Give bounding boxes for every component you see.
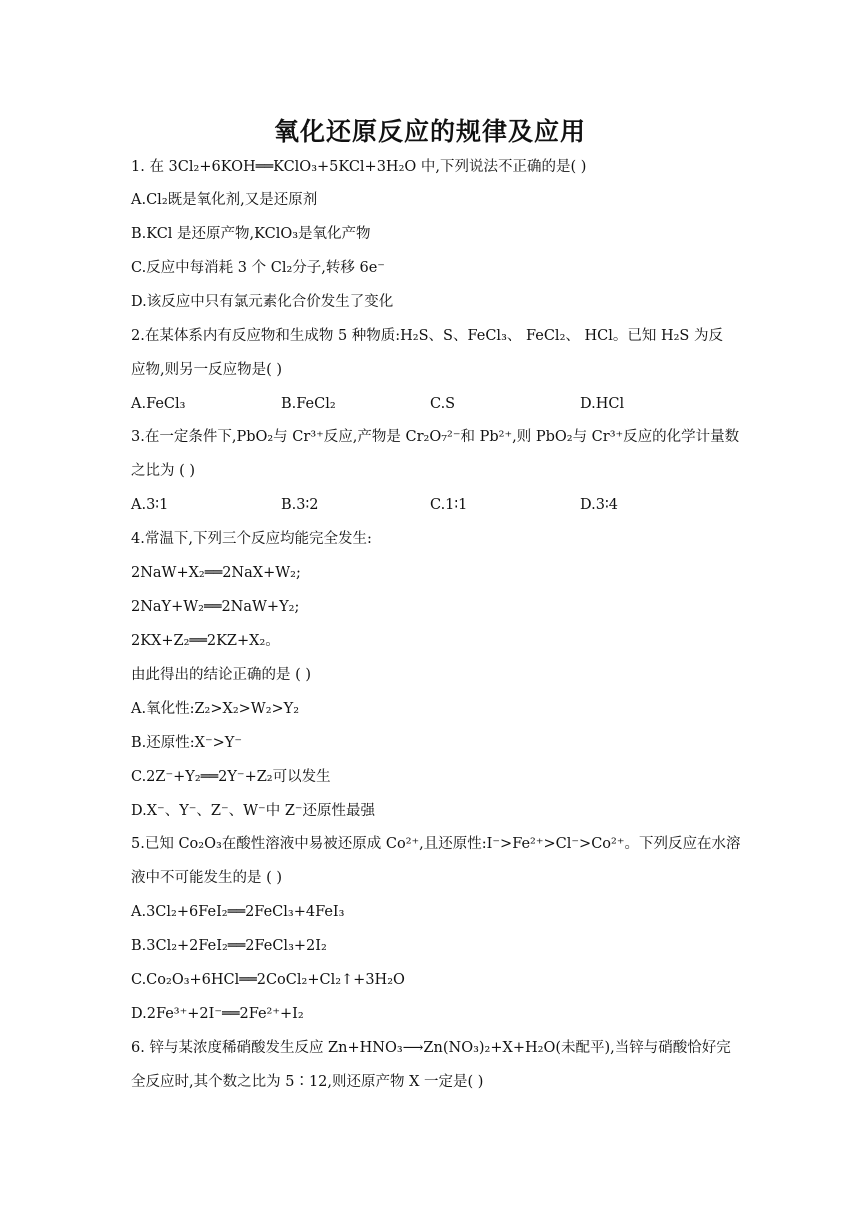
q5-option-a: A.3Cl₂+6FeI₂══2FeCl₃+4FeI₃ [131, 904, 345, 920]
q4-option-d: D.X⁻、Y⁻、Z⁻、W⁻中 Z⁻还原性最强 [131, 803, 376, 819]
q3-stem-line1: 3.在一定条件下,PbO₂与 Cr³⁺反应,产物是 Cr₂O₇²⁻和 Pb²⁺,则 PbO₂与 Cr³⁺反应的化学计量数 [131, 429, 740, 445]
q3-option-b: B.3∶2 [281, 497, 319, 513]
q1-option-d: D.该反应中只有氯元素化合价发生了变化 [131, 294, 394, 310]
q5-option-c: C.Co₂O₃+6HCl══2CoCl₂+Cl₂↑+3H₂O [131, 972, 405, 988]
q2-option-b: B.FeCl₂ [281, 396, 336, 412]
q5-stem-line1: 5.已知 Co₂O₃在酸性溶液中易被还原成 Co²⁺,且还原性:I⁻>Fe²⁺>Cl⁻>Co²⁺。下列反应在水溶 [131, 836, 741, 852]
q3-option-d: D.3∶4 [580, 497, 618, 513]
q4-question: 由此得出的结论正确的是 ( ) [131, 667, 312, 683]
page-title: 氧化还原反应的规律及应用 [273, 117, 586, 146]
q4-reaction-3: 2KX+Z₂══2KZ+X₂。 [131, 633, 280, 649]
q1-option-c: C.反应中每消耗 3 个 Cl₂分子,转移 6e⁻ [131, 260, 385, 276]
q2-option-d: D.HCl [580, 396, 625, 412]
q3-stem-line2: 之比为 ( ) [131, 463, 196, 479]
q3-option-a: A.3∶1 [131, 497, 169, 513]
q2-option-a: A.FeCl₃ [131, 396, 186, 412]
q2-option-c: C.S [430, 396, 456, 412]
q2-stem-line2: 应物,则另一反应物是( ) [131, 362, 283, 378]
q5-option-d: D.2Fe³⁺+2I⁻══2Fe²⁺+I₂ [131, 1006, 304, 1022]
q6-stem-line1: 6. 锌与某浓度稀硝酸发生反应 Zn+HNO₃⟶Zn(NO₃)₂+X+H₂O(未配平),当锌与硝酸恰好完 [131, 1040, 731, 1056]
q4-option-a: A.氧化性:Z₂>X₂>W₂>Y₂ [131, 701, 300, 717]
q4-option-c: C.2Z⁻+Y₂══2Y⁻+Z₂可以发生 [131, 769, 331, 785]
q5-stem-line2: 液中不可能发生的是 ( ) [131, 870, 283, 886]
q4-option-b: B.还原性:X⁻>Y⁻ [131, 735, 243, 751]
q2-stem-line1: 2.在某体系内有反应物和生成物 5 种物质:H₂S、S、FeCl₃、 FeCl₂、 HCl。已知 H₂S 为反 [131, 328, 723, 344]
q1-option-a: A.Cl₂既是氧化剂,又是还原剂 [131, 192, 318, 208]
q4-reaction-1: 2NaW+X₂══2NaX+W₂; [131, 565, 301, 581]
q1-option-b: B.KCl 是还原产物,KClO₃是氧化产物 [131, 226, 371, 242]
q1-stem: 1. 在 3Cl₂+6KOH══KClO₃+5KCl+3H₂O 中,下列说法不正确的是( ) [131, 159, 587, 175]
q5-option-b: B.3Cl₂+2FeI₂══2FeCl₃+2I₂ [131, 938, 327, 954]
q6-stem-line2: 全反应时,其个数之比为 5∶12,则还原产物 X 一定是( ) [131, 1074, 484, 1090]
q4-stem: 4.常温下,下列三个反应均能完全发生: [131, 531, 372, 547]
q4-reaction-2: 2NaY+W₂══2NaW+Y₂; [131, 599, 300, 615]
q3-option-c: C.1∶1 [430, 497, 468, 513]
